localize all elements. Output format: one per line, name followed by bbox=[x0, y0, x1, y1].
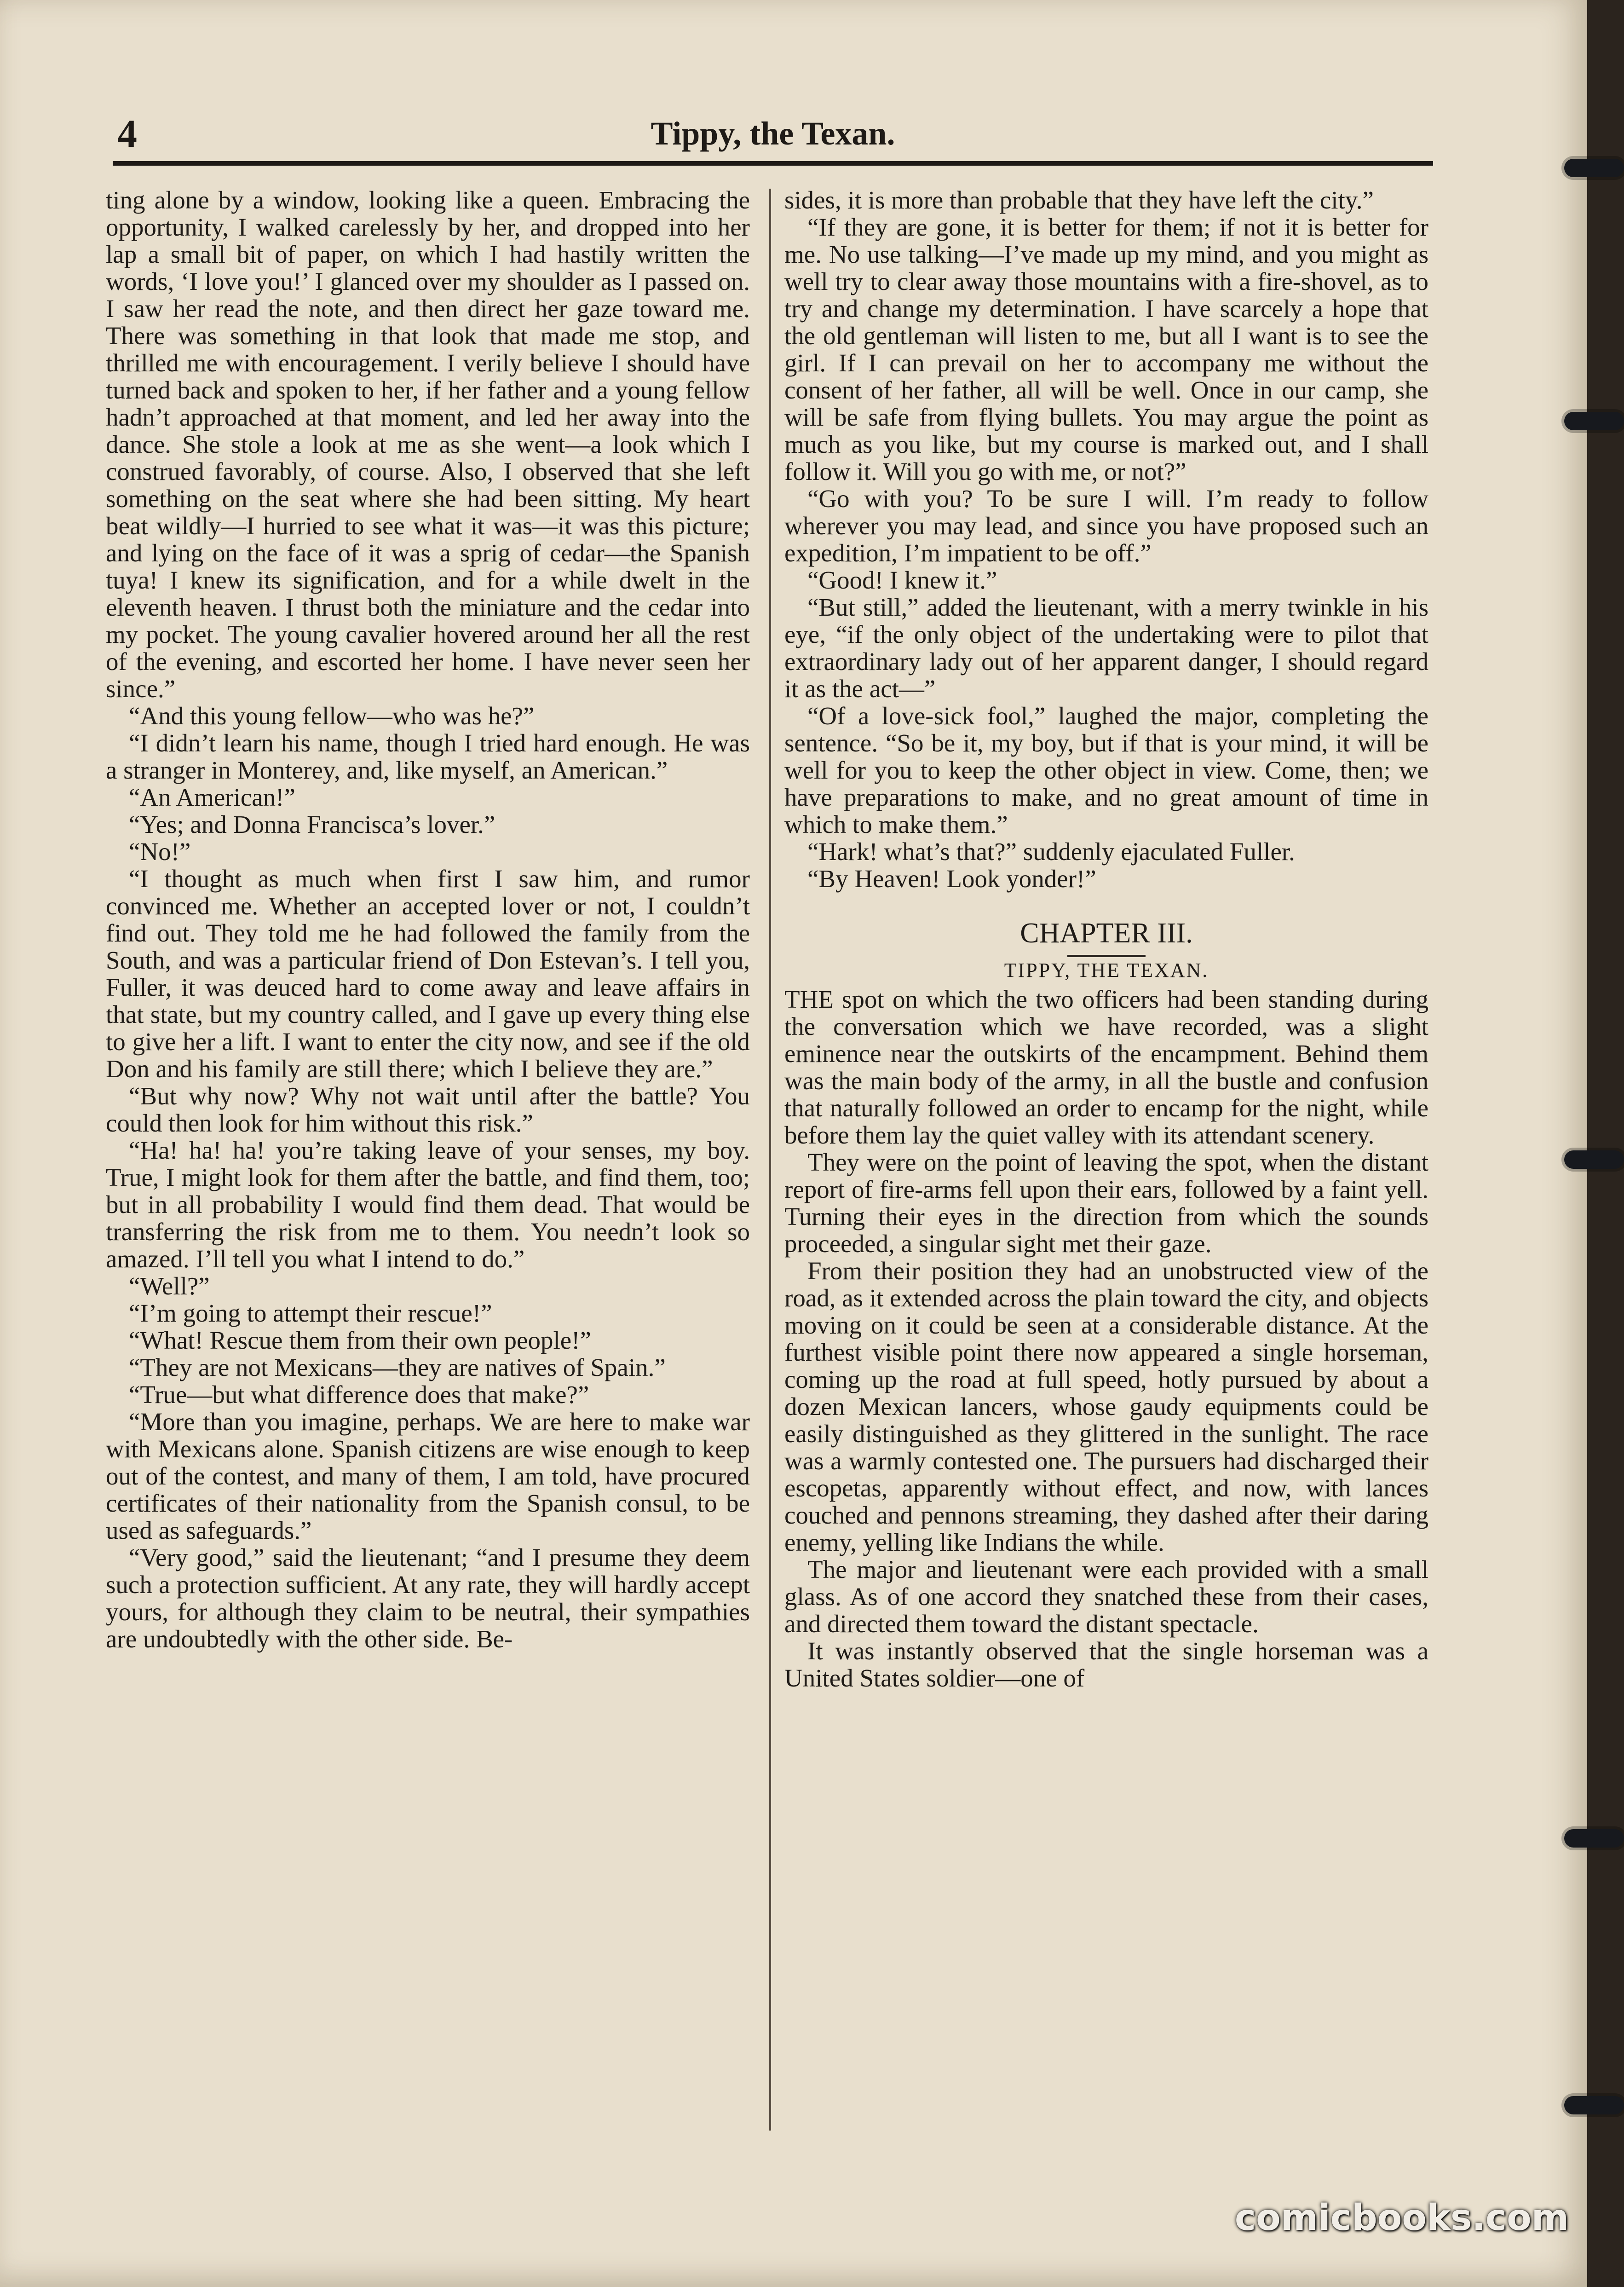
paragraph: “I didn’t learn his name, though I tried hard enough. He was a stranger in Monterey, and, like myself, an American.” bbox=[106, 729, 750, 784]
paragraph: They were on the point of leaving the spot, when the distant report of fire-arms fell upon their ears, followed by a faint yell. Turning their eyes in the direction from which the sounds proceeded, a singular sight met their gaze. bbox=[784, 1148, 1428, 1258]
paragraph: “Good! I knew it.” bbox=[807, 566, 997, 594]
paragraph: “I thought as much when first I saw him, and rumor convinced me. Whether an accepted lover or not, I couldn’t find out. They told me he had followed the family from the South, and was a particular friend of Don Estevan’s. I tell you, Fuller, it was deuced hard to come away and leave affairs in that state, but my country called, and I gave up every thing else to give her a lift. I want to enter the city now, and see if the old Don and his family are still there; which I believe they are.” bbox=[106, 865, 750, 1083]
paragraph: From their position they had an unobstructed view of the road, as it extended across the plain toward the city, and objects moving on it could be seen at a considerable distance. At the furthest visible point there now appeared a single horseman, coming up the road at full speed, hotly pursued by about a dozen Mexican lancers, whose gaudy equipments could be easily distinguished as they glittered in the sunlight. The race was a warmly contested one. The pursuers had discharged their escopetas, apparently without effect, and now, with lances couched and pennons streaming, they dashed after their daring enemy, yelling like Indians the while. bbox=[784, 1257, 1428, 1556]
paragraph: “Yes; and Donna Francisca’s lover.” bbox=[129, 810, 495, 838]
paragraph: “But why now? Why not wait until after the battle? You could then look for him without this risk.” bbox=[106, 1082, 750, 1137]
chapter-subheading: TIPPY, THE TEXAN. bbox=[1004, 959, 1209, 982]
paragraph: “But still,” added the lieutenant, with a merry twinkle in his eye, “if the only object of the undertaking were to pilot that extraordinary lady out of her apparent danger, I should regard it as the act—” bbox=[784, 593, 1428, 703]
running-title: Tippy, the Texan. bbox=[651, 115, 895, 152]
paragraph: “More than you imagine, perhaps. We are here to make war with Mexicans alone. Spanish citizens are wise enough to keep out of the contest, and many of them, I am told, have procured certificates of their nationality from the Spanish consul, to be used as safeguards.” bbox=[106, 1408, 750, 1544]
paragraph: “I’m going to attempt their rescue!” bbox=[129, 1299, 492, 1327]
paragraph: “If they are gone, it is better for them; if not it is better for me. No use talking—I’ve made up my mind, and you might as well try to clear away those mountains with a fire-shovel, as to try and change my determination. I have scarcely a hope that the old gentleman will listen to me, but all I want is to see the girl. If I can prevail on her to accompany me without the consent of her father, all will be well. Once in our camp, she will be safe from flying bullets. You may argue the point as much as you like, but my course is marked out, and I shall follow it. Will you go with me, or not?” bbox=[784, 213, 1428, 485]
binding-stitch bbox=[1564, 1829, 1624, 1848]
paragraph: “Hark! what’s that?” suddenly ejaculated Fuller. bbox=[807, 837, 1295, 866]
page-number: 4 bbox=[117, 111, 137, 156]
binding-stitch bbox=[1564, 412, 1624, 430]
paragraph: “Of a love-sick fool,” laughed the major, completing the sentence. “So be it, my boy, but if that is your mind, it will be well for you to keep the other object in view. Come, then; we have preparations to make, and no great amount of time in which to make them.” bbox=[784, 702, 1428, 838]
chapter-heading: CHAPTER III. bbox=[1020, 918, 1193, 949]
column-divider bbox=[769, 189, 771, 2131]
paragraph: “Go with you? To be sure I will. I’m ready to follow wherever you may lead, and since you have proposed such an expedition, I’m impatient to be off.” bbox=[784, 485, 1428, 567]
paragraph: sides, it is more than probable that they have left the city.” bbox=[784, 186, 1374, 214]
right-column-text-after bbox=[784, 986, 1428, 1692]
paragraph: ting alone by a window, looking like a queen. Embracing the opportunity, I walked carelessly by her, and dropped into her lap a small bit of paper, on which I had hastily written the words, ‘I love you!’ I glanced over my shoulder as I passed on. I saw her read the note, and then direct her gaze toward me. There was something in that look that made me stop, and thrilled me with encouragement. I verily believe I should have turned back and spoken to her, if her father and a young fellow hadn’t approached at that moment, and led her away into the dance. She stole a look at me as she went—a look which I construed favorably, of course. Also, I observed that she left something on the seat where she had been sitting. My heart beat wildly—I hurried to see what it was—it was this picture; and lying on the face of it was a sprig of cedar—the Spanish tuya! I knew its signification, and for a while dwelt in the eleventh heaven. I thrust both the miniature and the cedar into my pocket. The young cavalier hovered around her all the rest of the evening, and escorted her home. I have never seen her since.” bbox=[106, 186, 750, 703]
paragraph: The major and lieutenant were each provided with a small glass. As of one accord they snatched these from their cases, and directed them toward the distant spectacle. bbox=[784, 1555, 1428, 1638]
page-binding-edge bbox=[1587, 0, 1624, 2287]
running-header bbox=[113, 110, 1433, 166]
paragraph: “An American!” bbox=[129, 783, 295, 811]
paragraph: It was instantly observed that the single horseman was a United States soldier—one of bbox=[784, 1637, 1428, 1692]
left-column bbox=[106, 186, 750, 2165]
paragraph: THE spot on which the two officers had been standing during the conversation which we have recorded, was a slight eminence near the outskirts of the encampment. Behind them was the main body of the army, in all the bustle and confusion that naturally followed an order to encamp for the night, while before them lay the quiet valley with its attendant scenery. bbox=[784, 985, 1428, 1149]
watermark-text: comicbooks.com bbox=[1234, 2197, 1569, 2239]
paragraph: “And this young fellow—who was he?” bbox=[129, 702, 535, 730]
right-column-text-before bbox=[784, 186, 1428, 892]
paragraph: “What! Rescue them from their own people!” bbox=[129, 1326, 591, 1354]
binding-stitch bbox=[1564, 2096, 1624, 2114]
paragraph: “By Heaven! Look yonder!” bbox=[807, 865, 1096, 893]
paragraph: “No!” bbox=[129, 837, 191, 866]
paragraph: “Well?” bbox=[129, 1272, 210, 1300]
paragraph: “Ha! ha! ha! you’re taking leave of your senses, my boy. True, I might look for them after the battle, and find them, too; but in all probability I would find them dead. That would be transferring the risk from me to them. You needn’t look so amazed. I’ll tell you what I intend to do.” bbox=[106, 1136, 750, 1273]
binding-stitch bbox=[1564, 1150, 1624, 1169]
paragraph: “They are not Mexicans—they are natives of Spain.” bbox=[129, 1353, 666, 1381]
right-column bbox=[784, 186, 1428, 2165]
paragraph: “True—but what difference does that make?” bbox=[129, 1380, 589, 1409]
binding-stitch bbox=[1564, 159, 1624, 177]
paragraph: “Very good,” said the lieutenant; “and I presume they deem such a protection sufficient. At any rate, they will hardly accept yours, for although they claim to be neutral, their sympathies are undoubtedly with the other side. Be- bbox=[106, 1543, 750, 1653]
